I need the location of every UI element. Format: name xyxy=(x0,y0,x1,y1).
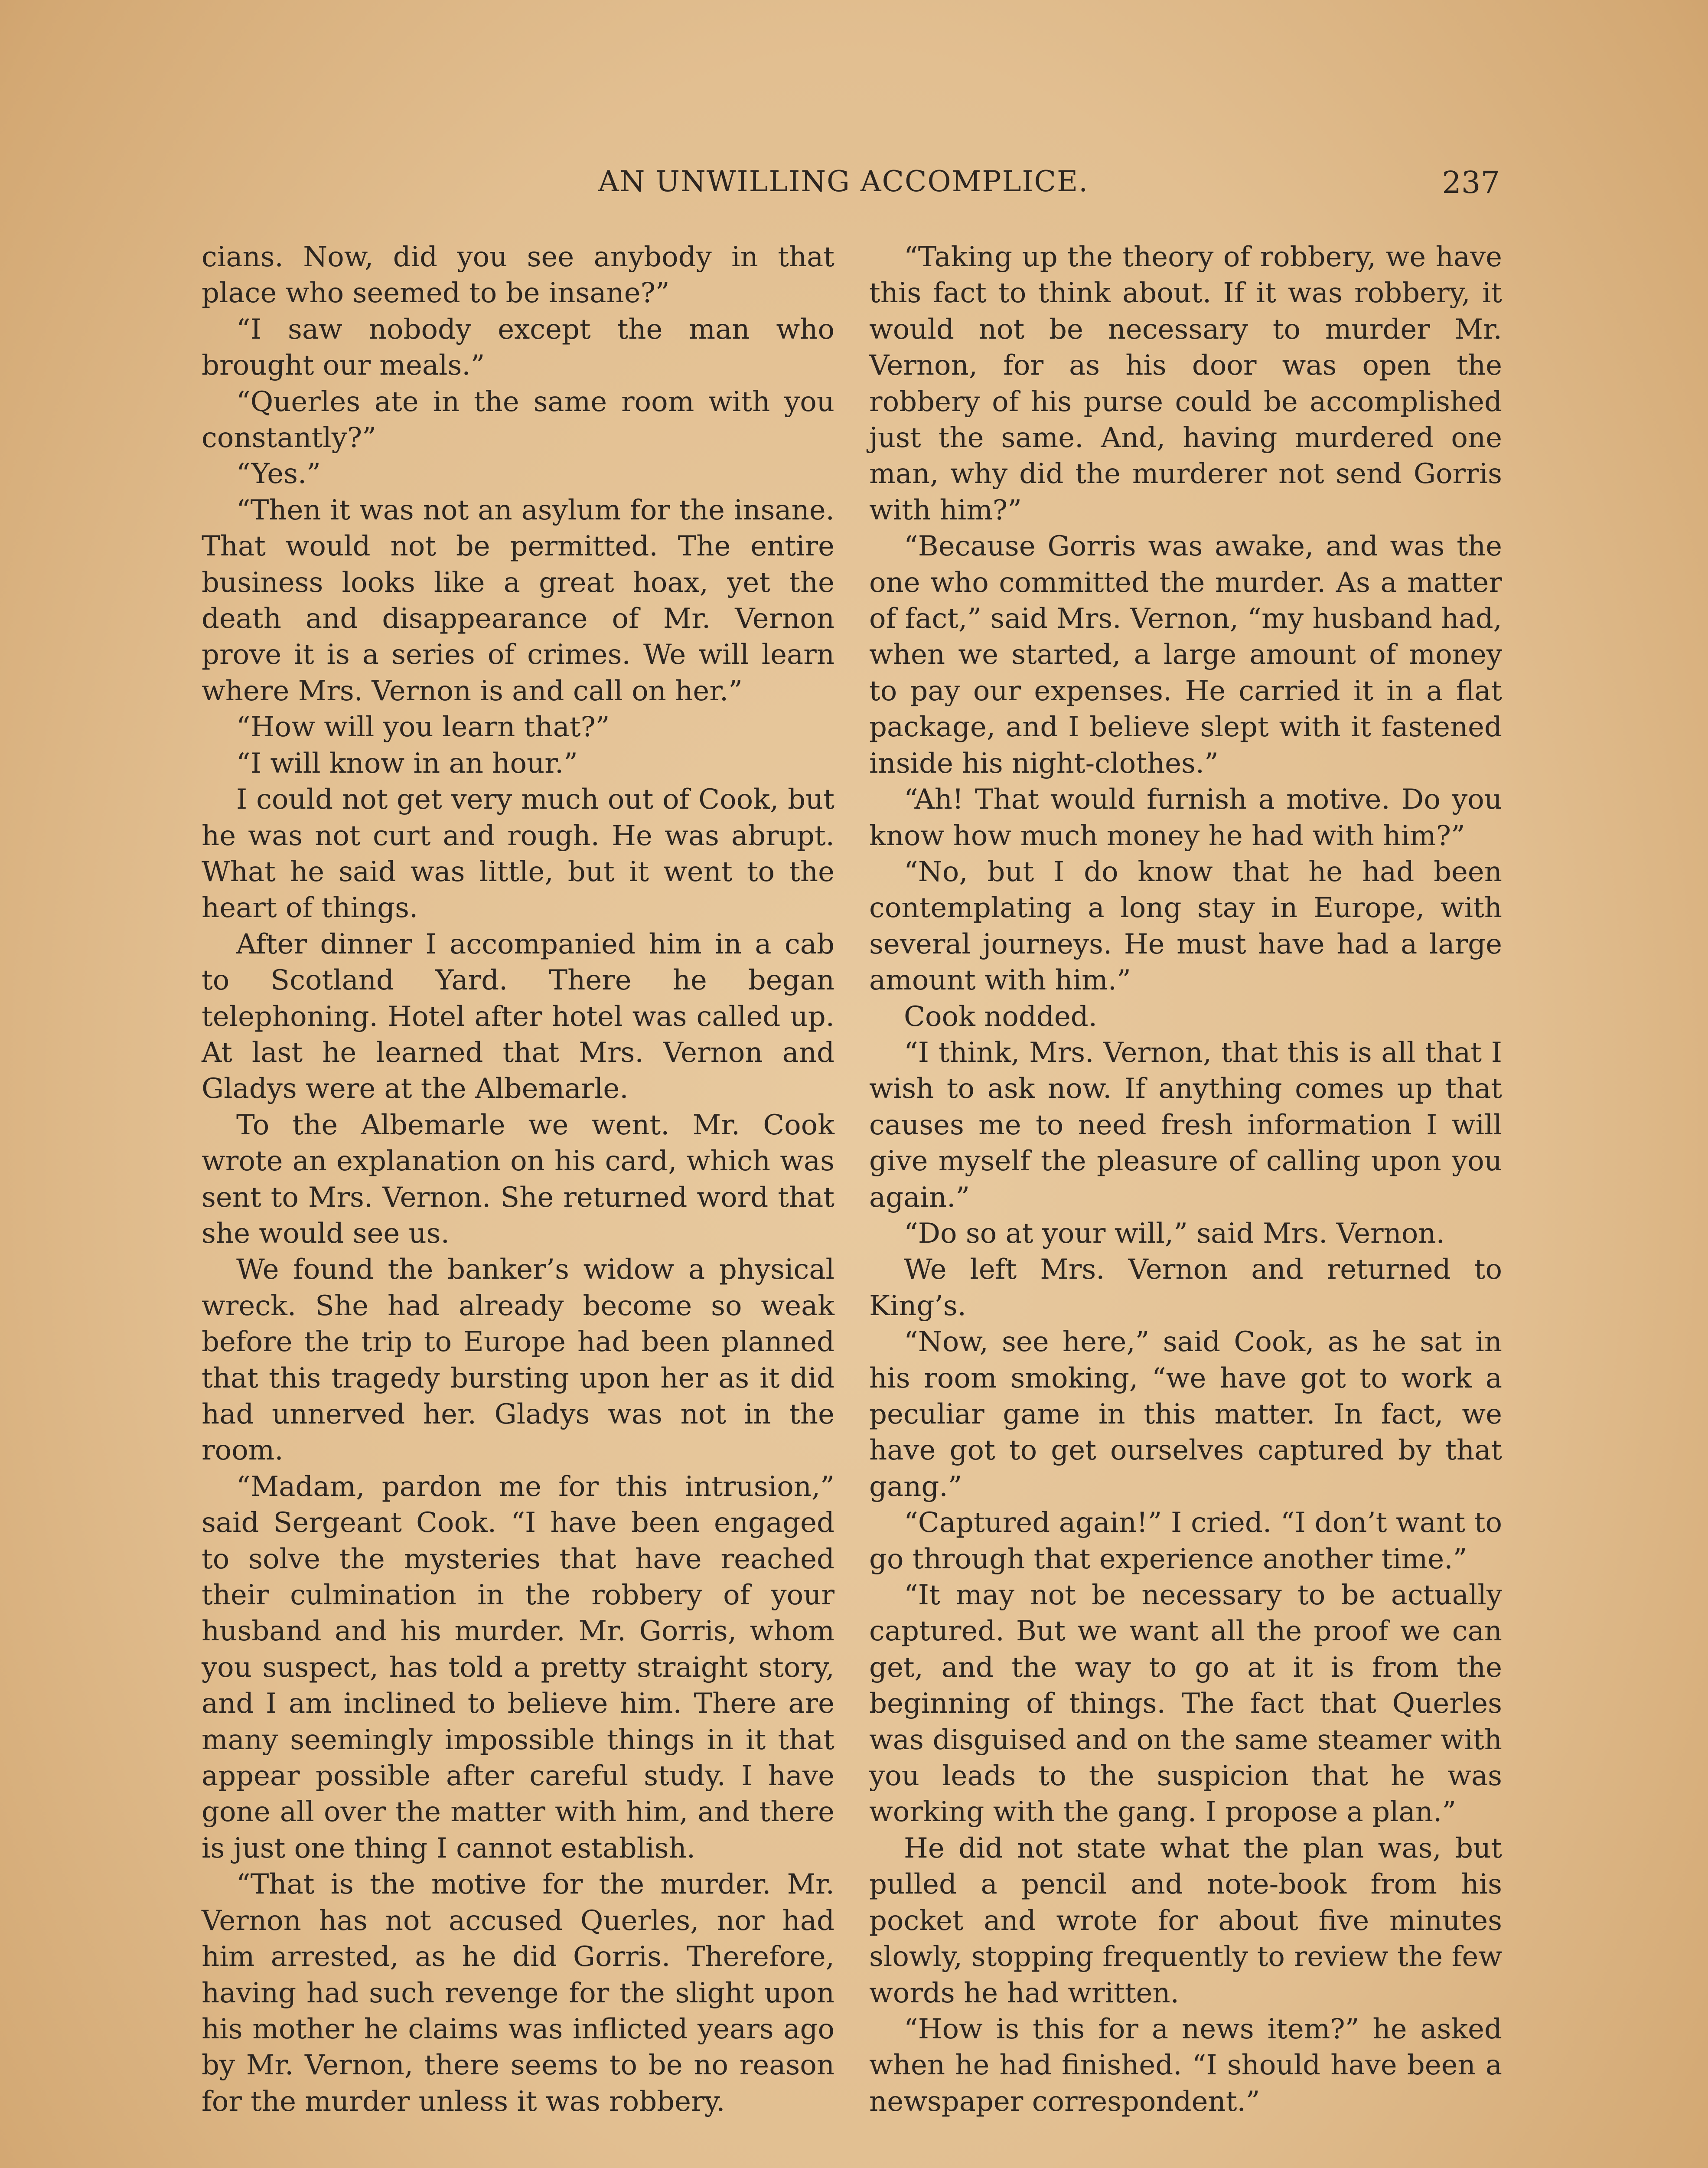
paragraph: “I think, Mrs. Vernon, that this is all that I wish to ask now. If anything comes up that causes me to need fresh information I will give myself the pleasure of calling upon you again.” xyxy=(869,1036,1502,1214)
right-column xyxy=(869,239,1502,2120)
paragraph: “I will know in an hour.” xyxy=(236,747,578,780)
paragraph: I could not get very much out of Cook, but he was not curt and rough. He was abrupt. What he said was little, but it went to the heart of things. xyxy=(202,784,834,924)
paragraph: “Madam, pardon me for this intrusion,” said Sergeant Cook. “I have been engaged to solve the mysteries that have reached their culmination in the robbery of your husband and his murder. Mr. Gorris, whom you suspect, has told a pretty straight story, and I am inclined to believe him. There are many seemingly impossible things in it that appear possible after careful study. I have gone all over the matter with him, and there is just one thing I cannot establish. xyxy=(202,1470,834,1864)
running-header xyxy=(199,165,1500,204)
paragraph: Cook nodded. xyxy=(904,1000,1098,1033)
paragraph: We left Mrs. Vernon and returned to King’s. xyxy=(869,1254,1502,1322)
paragraph: “How will you learn that?” xyxy=(236,711,610,744)
paragraph: “Querles ate in the same room with you constantly?” xyxy=(202,385,834,454)
paragraph: “Then it was not an asylum for the insane. That would not be permitted. The entire business looks like a great hoax, yet the death and disappearance of Mr. Vernon prove it is a series of crimes. We will learn where Mrs. Vernon is and call on her.” xyxy=(202,494,834,707)
paragraph: cians. Now, did you see anybody in that place who seemed to be insane?” xyxy=(202,241,834,310)
paragraph: “Do so at your will,” said Mrs. Vernon. xyxy=(904,1217,1445,1250)
paragraph: “Yes.” xyxy=(236,458,321,490)
paragraph: “Captured again!” I cried. “I don’t want to go through that experience another time.” xyxy=(869,1507,1502,1575)
paragraph: After dinner I accompanied him in a cab to Scotland Yard. There he began telephoning. Hotel after hotel was called up. At last he learned that Mrs. Vernon and Gladys were at the Albemarle. xyxy=(202,928,834,1105)
running-title: AN UNWILLING ACCOMPLICE. xyxy=(598,165,1089,198)
paragraph: “That is the motive for the murder. Mr. Vernon has not accused Querles, nor had him arrested, as he did Gorris. Therefore, having had such revenge for the slight upon his mother he claims was inflicted years ago by Mr. Vernon, there seems to be no reason for the murder unless it was robbery. xyxy=(202,1868,834,2118)
paragraph: “No, but I do know that he had been contemplating a long stay in Europe, with several journeys. He must have had a large amount with him.” xyxy=(869,855,1502,997)
paragraph: We found the banker’s widow a physical wreck. She had already become so weak before the trip to Europe had been planned that this tragedy bursting upon her as it did had unnerved her. Gladys was not in the room. xyxy=(202,1254,834,1467)
page-number: 237 xyxy=(1442,165,1500,200)
paragraph: “Taking up the theory of robbery, we have this fact to think about. If it was robbery, it would not be necessary to murder Mr. Vernon, for as his door was open the robbery of his purse could be accomplished just the same. And, having murdered one man, why did the murderer not send Gorris with him?” xyxy=(869,241,1502,526)
paragraph: “Ah! That would furnish a motive. Do you know how much money he had with him?” xyxy=(869,784,1502,852)
left-column xyxy=(202,239,834,2120)
paragraph: He did not state what the plan was, but pulled a pencil and note-book from his pocket and wrote for about five minutes slowly, stopping frequently to review the few words he had written. xyxy=(869,1832,1502,2009)
paragraph: To the Albemarle we went. Mr. Cook wrote an explanation on his card, which was sent to Mrs. Vernon. She returned word that she would see us. xyxy=(202,1109,834,1250)
paragraph: “It may not be necessary to be actually captured. But we want all the proof we can get, and the way to go at it is from the beginning of things. The fact that Querles was disguised and on the same steamer with you leads to the suspicion that he was working with the gang. I propose a plan.” xyxy=(869,1579,1502,1828)
paragraph: “Now, see here,” said Cook, as he sat in his room smoking, “we have got to work a peculiar game in this matter. In fact, we have got to get ourselves captured by that gang.” xyxy=(869,1326,1502,1503)
paragraph: “I saw nobody except the man who brought our meals.” xyxy=(202,313,834,382)
paragraph: “How is this for a news item?” he asked when he had finished. “I should have been a newspaper correspondent.” xyxy=(869,2013,1502,2118)
paragraph: “Because Gorris was awake, and was the one who committed the murder. As a matter of fact,” said Mrs. Vernon, “my husband had, when we started, a large amount of money to pay our expenses. He carried it in a flat package, and I believe slept with it fastened inside his night-clothes.” xyxy=(869,530,1502,780)
